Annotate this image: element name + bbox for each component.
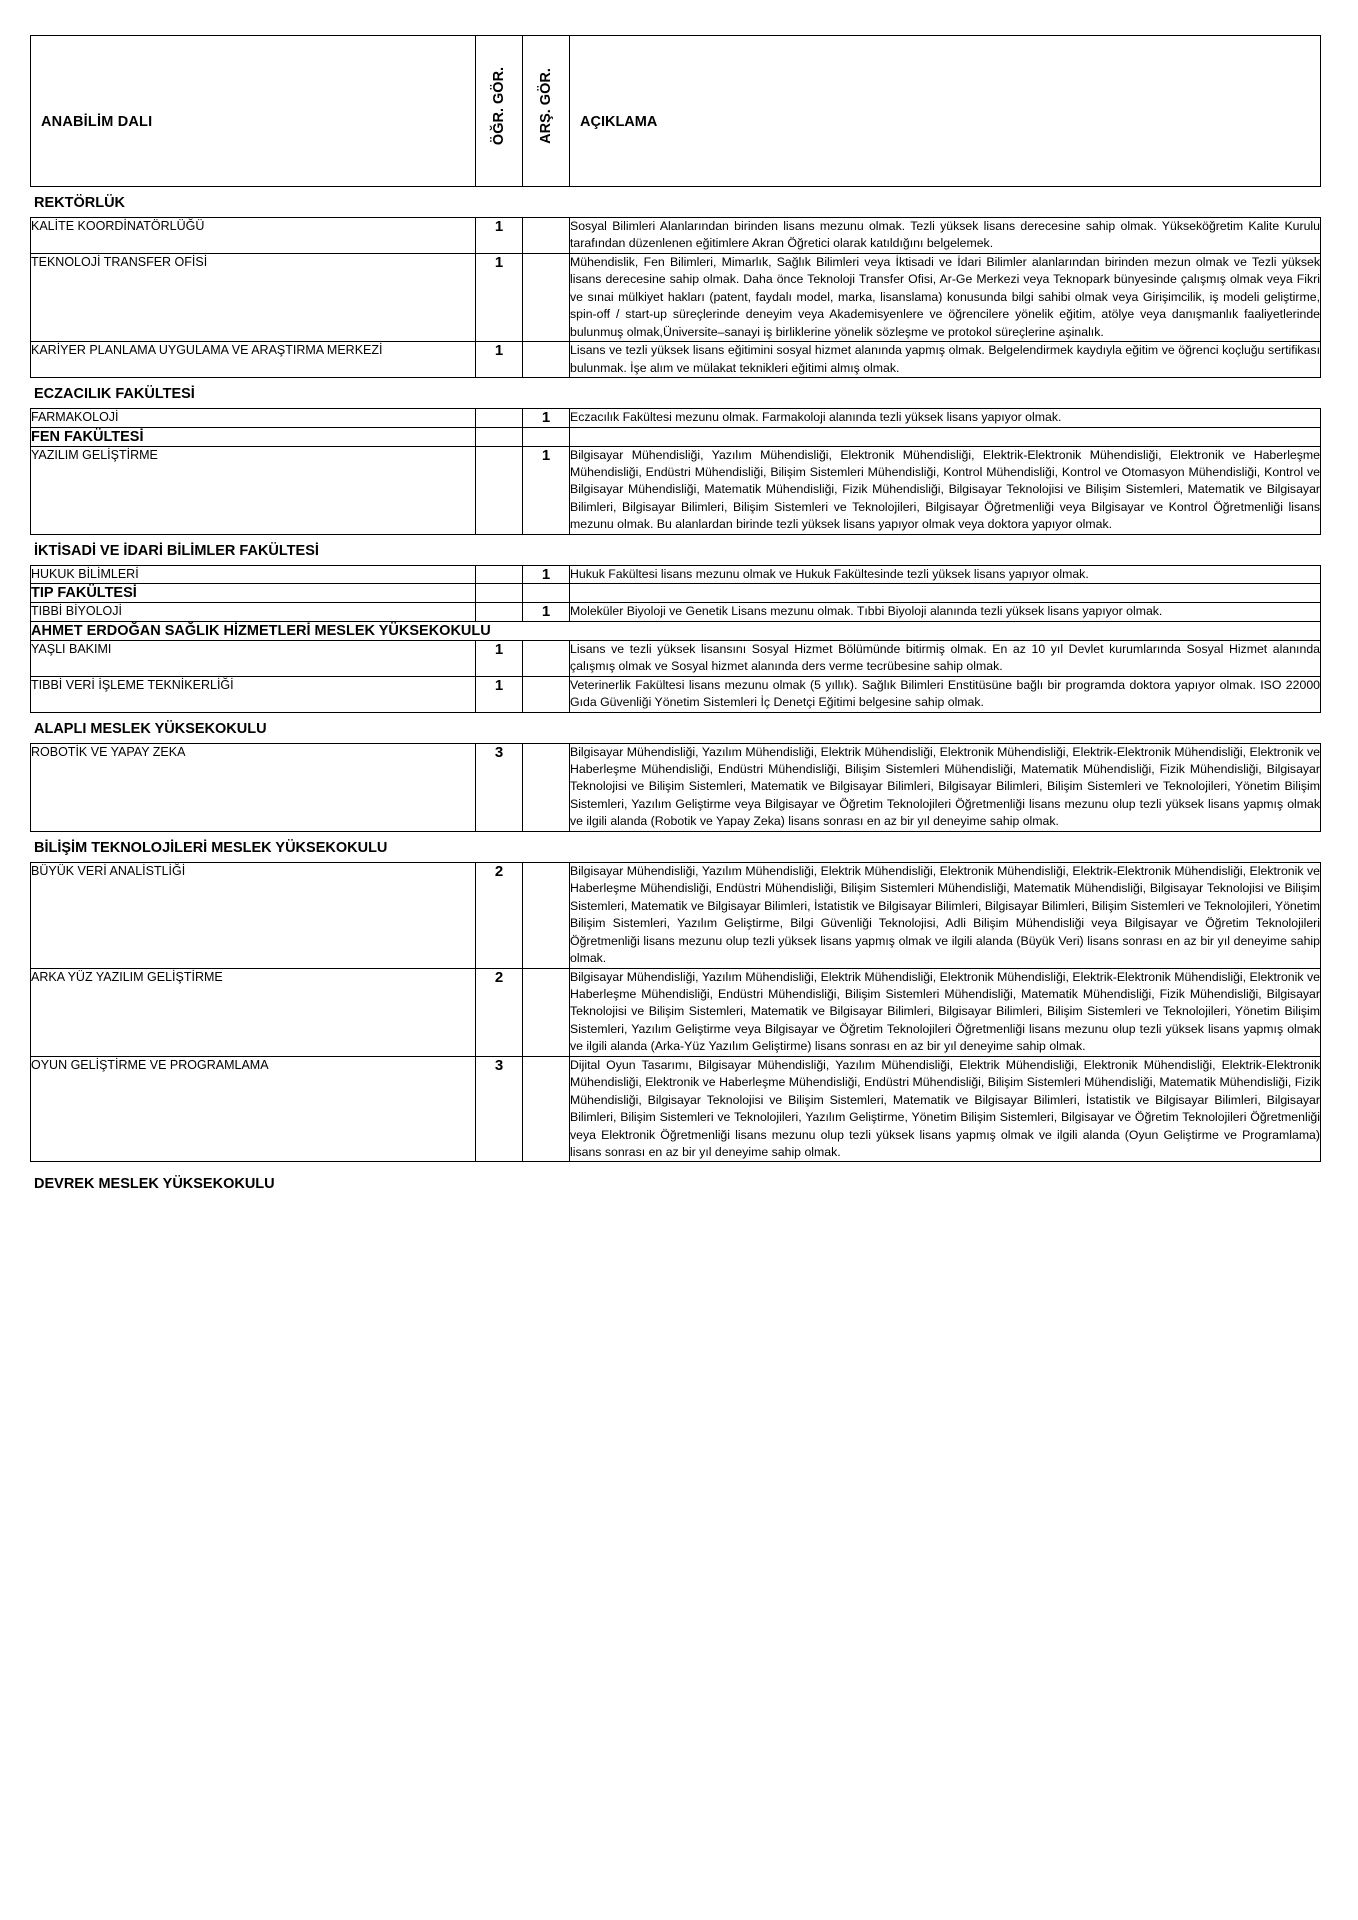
section-title-alapli: ALAPLI MESLEK YÜKSEKOKULU bbox=[34, 720, 267, 737]
header-cell-lecturer bbox=[476, 36, 523, 187]
row-department: ARKA YÜZ YAZILIM GELİŞTİRME bbox=[31, 968, 476, 1056]
row-department: BÜYÜK VERİ ANALİSTLİĞİ bbox=[31, 862, 476, 968]
section-title-rektorluk: REKTÖRLÜK bbox=[34, 195, 126, 211]
header-cell-research-assistant bbox=[523, 36, 570, 187]
row-department: YAŞLI BAKIMI bbox=[31, 640, 476, 676]
empty-cell bbox=[523, 427, 570, 446]
header-cell-department bbox=[31, 36, 476, 187]
section-table-eczacilik-fen bbox=[30, 408, 1321, 535]
table-row bbox=[31, 676, 1321, 712]
empty-cell bbox=[476, 584, 523, 603]
row-description: Dijital Oyun Tasarımı, Bilgisayar Mühendisliği, Yazılım Mühendisliği, Elektrik Mühendisliği, Elektronik Mühendisliği, Elektrik-Elektronik Mühendisliği, Elektronik ve Haberleşme Mühendisliği, Endüstri Mühendisliği, Bilişim Sistemleri Mühendisliği, Matematik Mühendisliği, Fizik Mühendisliği, Bilgisayar Teknolojisi ve Bilişim Sistemleri, Matematik ve Bilgisayar Bilimleri, İstatistik ve Bilgisayar Bilimleri, Bilgisayar Bilimleri, Bilişim Sistemleri ve Teknolojileri, Yazılım Geliştirme, Yönetim Bilişim Sistemleri, Bilgisayar ve Öğretim Teknolojileri Öğretmenliği veya Elektronik Öğretmenliği lisans mezunu olup tezli yüksek lisans yapmış olmak ve ilgili alanda (Oyun Geliştirme ve Programlama) lisans sonrası en az bir yıl deneyime sahip olmak. bbox=[570, 1056, 1321, 1162]
row-lecturer-count: 2 bbox=[476, 968, 523, 1056]
row-assistant-count bbox=[523, 676, 570, 712]
table-row bbox=[31, 968, 1321, 1056]
section-table-bilisim bbox=[30, 862, 1321, 1163]
row-description: Eczacılık Fakültesi mezunu olmak. Farmakoloji alanında tezli yüksek lisans yapıyor olmak. bbox=[570, 409, 1321, 427]
section-title-cell bbox=[31, 427, 476, 446]
row-department: KARİYER PLANLAMA UYGULAMA VE ARAŞTIRMA MERKEZİ bbox=[31, 342, 476, 378]
row-assistant-count: 1 bbox=[523, 603, 570, 621]
section-title-cell bbox=[31, 584, 476, 603]
table-row bbox=[31, 253, 1321, 341]
header-label-lecturer: ÖĞR. GÖR. bbox=[491, 66, 507, 146]
row-lecturer-count: 3 bbox=[476, 1056, 523, 1162]
empty-cell bbox=[476, 427, 523, 446]
row-assistant-count: 1 bbox=[523, 565, 570, 583]
row-assistant-count bbox=[523, 862, 570, 968]
section-title-ahmet-erdogan: AHMET ERDOĞAN SAĞLIK HİZMETLERİ MESLEK YÜKSEKOKULU bbox=[31, 622, 491, 639]
row-department: YAZILIM GELİŞTİRME bbox=[31, 446, 476, 534]
table-row bbox=[31, 565, 1321, 583]
row-assistant-count bbox=[523, 342, 570, 378]
table-row bbox=[31, 446, 1321, 534]
section-table-iibf-tip-ahmeterdogan bbox=[30, 565, 1321, 713]
section-title-devrek: DEVREK MESLEK YÜKSEKOKULU bbox=[34, 1176, 275, 1193]
row-lecturer-count: 2 bbox=[476, 862, 523, 968]
row-description: Lisans ve tezli yüksek lisansını Sosyal Hizmet Bölümünde bitirmiş olmak. En az 10 yıl Devlet kurumlarında Sosyal Hizmet alanında çalışmış olmak ve Sosyal hizmet alanında ders verme tecrübesine sahip olmak. bbox=[570, 640, 1321, 676]
header-table bbox=[30, 35, 1321, 187]
header-label-department: ANABİLİM DALI bbox=[41, 114, 153, 130]
section-header-row-ahmet-erdogan bbox=[31, 621, 1321, 640]
table-row bbox=[31, 342, 1321, 378]
empty-cell bbox=[570, 584, 1321, 603]
row-lecturer-count bbox=[476, 603, 523, 621]
row-description: Bilgisayar Mühendisliği, Yazılım Mühendisliği, Elektrik Mühendisliği, Elektronik Mühendisliği, Elektrik-Elektronik Mühendisliği, Elektronik ve Haberleşme Mühendisliği, Endüstri Mühendisliği, Bilişim Sistemleri Mühendisliği, Matematik Mühendisliği, Fizik Mühendisliği, Bilgisayar Teknolojisi ve Bilişim Sistemleri, Matematik ve Bilgisayar Bilimleri, Bilgisayar Bilimleri, Bilişim Sistemleri ve Teknolojileri, Yönetim Bilişim Sistemleri, Yazılım Geliştirme veya Bilgisayar ve Öğretim Teknolojileri Öğretmenliği lisans mezunu olup tezli yüksek lisans yapmış olmak ve ilgili alanda (Arka-Yüz Yazılım Geliştirme) lisans sonrası en az bir yıl deneyime sahip olmak. bbox=[570, 968, 1321, 1056]
row-description: Bilgisayar Mühendisliği, Yazılım Mühendisliği, Elektrik Mühendisliği, Elektronik Mühendisliği, Elektrik-Elektronik Mühendisliği, Elektronik ve Haberleşme Mühendisliği, Endüstri Mühendisliği, Bilişim Sistemleri Mühendisliği, Matematik Mühendisliği, Fizik Mühendisliği, Bilgisayar Teknolojisi ve Bilişim Sistemleri, Matematik ve Bilgisayar Bilimleri, Bilgisayar Bilimleri, Bilişim Sistemleri ve Teknolojileri, Yönetim Bilişim Sistemleri, Yazılım Geliştirme veya Bilgisayar ve Öğretim Teknolojileri Öğretmenliği lisans mezunu olup tezli yüksek lisans yapmış olmak ve ilgili alanda (Robotik ve Yapay Zeka) lisans sonrası en az bir yıl deneyime sahip olmak. bbox=[570, 743, 1321, 831]
row-department: FARMAKOLOJİ bbox=[31, 409, 476, 427]
row-lecturer-count bbox=[476, 565, 523, 583]
row-assistant-count: 1 bbox=[523, 409, 570, 427]
section-title-eczacilik: ECZACILIK FAKÜLTESİ bbox=[34, 386, 195, 403]
row-description: Bilgisayar Mühendisliği, Yazılım Mühendisliği, Elektronik Mühendisliği, Elektrik-Elektronik Mühendisliği, Elektronik ve Haberleşme Mühendisliği, Endüstri Mühendisliği, Bilişim Sistemleri Mühendisliği, Kontrol Mühendisliği, Kontrol ve Otomasyon Mühendisliği, Kontrol ve Bilgisayar Mühendisliği, Matematik Mühendisliği, Fizik Mühendisliği, Bilgisayar Teknolojisi ve Bilişim Sistemleri, Matematik ve Bilgisayar Bilimleri, Bilgisayar Bilimleri, Bilişim Sistemleri ve Teknolojileri, Bilgisayar Öğretmenliği veya Bilgisayar ve Kontrol Öğretmenliği lisans mezunu olmak. Bu alanlardan birinde tezli yüksek lisans yapıyor olmak veya doktora yapıyor olmak. bbox=[570, 446, 1321, 534]
row-lecturer-count: 1 bbox=[476, 640, 523, 676]
row-lecturer-count: 1 bbox=[476, 218, 523, 254]
row-assistant-count bbox=[523, 640, 570, 676]
row-department: ROBOTİK VE YAPAY ZEKA bbox=[31, 743, 476, 831]
row-description: Veterinerlik Fakültesi lisans mezunu olmak (5 yıllık). Sağlık Bilimleri Enstitüsüne bağlı bir programda doktora yapıyor olmak. ISO 22000 Gıda Güvenliği Yönetim Sistemleri İç Denetçi Eğitimi belgesine sahip olmak. bbox=[570, 676, 1321, 712]
row-lecturer-count: 1 bbox=[476, 342, 523, 378]
header-cell-description bbox=[570, 36, 1321, 187]
row-description: Moleküler Biyoloji ve Genetik Lisans mezunu olmak. Tıbbi Biyoloji alanında tezli yüksek lisans yapıyor olmak. bbox=[570, 603, 1321, 621]
row-description: Lisans ve tezli yüksek lisans eğitimini sosyal hizmet alanında yapmış olmak. Belgelendirmek kaydıyla eğitim ve öğrenci koçluğu sertifikası bulunmak. İşe alım ve mülakat teknikleri eğitimi almış olmak. bbox=[570, 342, 1321, 378]
row-lecturer-count: 1 bbox=[476, 253, 523, 341]
row-lecturer-count bbox=[476, 409, 523, 427]
row-lecturer-count bbox=[476, 446, 523, 534]
row-assistant-count bbox=[523, 1056, 570, 1162]
row-description: Hukuk Fakültesi lisans mezunu olmak ve Hukuk Fakültesinde tezli yüksek lisans yapıyor olmak. bbox=[570, 565, 1321, 583]
table-header-row bbox=[31, 36, 1321, 187]
table-row bbox=[31, 743, 1321, 831]
row-department: TIBBİ BİYOLOJİ bbox=[31, 603, 476, 621]
row-department: TIBBİ VERİ İŞLEME TEKNİKERLİĞİ bbox=[31, 676, 476, 712]
table-row bbox=[31, 1056, 1321, 1162]
row-assistant-count bbox=[523, 743, 570, 831]
row-description: Sosyal Bilimleri Alanlarından birinden lisans mezunu olmak. Tezli yüksek lisans derecesine sahip olmak. Yükseköğretim Kalite Kurulu tarafından düzenlenen eğitimlere Akran Öğretici olarak katıldığını belgelemek. bbox=[570, 218, 1321, 254]
section-title-fen: FEN FAKÜLTESİ bbox=[31, 428, 144, 445]
section-title-cell bbox=[31, 621, 1321, 640]
header-label-research-assistant: ARŞ. GÖR. bbox=[538, 68, 554, 144]
section-title-bilisim: BİLİŞİM TEKNOLOJİLERİ MESLEK YÜKSEKOKULU bbox=[34, 839, 388, 856]
row-assistant-count bbox=[523, 218, 570, 254]
row-lecturer-count: 1 bbox=[476, 676, 523, 712]
section-header-row-fen bbox=[31, 427, 1321, 446]
row-department: TEKNOLOJİ TRANSFER OFİSİ bbox=[31, 253, 476, 341]
row-department: OYUN GELİŞTİRME VE PROGRAMLAMA bbox=[31, 1056, 476, 1162]
table-row bbox=[31, 218, 1321, 254]
row-assistant-count bbox=[523, 968, 570, 1056]
empty-cell bbox=[523, 584, 570, 603]
row-department: HUKUK BİLİMLERİ bbox=[31, 565, 476, 583]
row-lecturer-count: 3 bbox=[476, 743, 523, 831]
table-row bbox=[31, 409, 1321, 427]
section-title-iibf: İKTİSADİ VE İDARİ BİLİMLER FAKÜLTESİ bbox=[34, 542, 319, 559]
table-row bbox=[31, 862, 1321, 968]
empty-cell bbox=[570, 427, 1321, 446]
section-title-tip: TIP FAKÜLTESİ bbox=[31, 585, 137, 602]
section-table-alapli bbox=[30, 743, 1321, 832]
row-assistant-count bbox=[523, 253, 570, 341]
section-table-rektorluk bbox=[30, 217, 1321, 378]
table-row bbox=[31, 640, 1321, 676]
row-description: Mühendislik, Fen Bilimleri, Mimarlık, Sağlık Bilimleri veya İktisadi ve İdari Bilimler alanlarından birinden mezun olmak ve Tezli yüksek lisans derecesine sahip olmak. Daha önce Teknoloji Transfer Ofisi, Ar-Ge Merkezi veya Teknopark bünyesinde çalışmış olmak veya Fikri ve sınai mülkiyet hakları (patent, faydalı model, marka, lisanslama) konusunda bilgi sahibi olmak veya Girişimcilik, iş modeli geliştirme, spin-off / start-up süreçlerinde deneyim veya Akademisyenlere ve öğrencilere yönelik eğitim, atölye veya danışmanlık faaliyetlerinde bulunmuş olmak,Üniversite–sanayi iş birliklerine yönelik sözleşme ve protokol süreçlerine aşinalık. bbox=[570, 253, 1321, 341]
table-row bbox=[31, 603, 1321, 621]
row-description: Bilgisayar Mühendisliği, Yazılım Mühendisliği, Elektrik Mühendisliği, Elektronik Mühendisliği, Elektrik-Elektronik Mühendisliği, Elektronik ve Haberleşme Mühendisliği, Endüstri Mühendisliği, Bilişim Sistemleri Mühendisliği, Matematik Mühendisliği, Bilgisayar Teknolojisi ve Bilişim Sistemleri, Matematik ve Bilgisayar Bilimleri, İstatistik ve Bilgisayar Bilimleri, Bilgisayar Bilimleri, Bilişim Sistemleri ve Teknolojileri, Yönetim Bilişim Sistemleri, Yazılım Geliştirme, Bilgi Güvenliği Teknolojisi, Adli Bilişim Mühendisliği veya Bilgisayar ve Öğretim Teknolojileri Öğretmenliği lisans mezunu olup tezli yüksek lisans yapmış olmak ve ilgili alanda (Büyük Veri) lisans sonrası en az bir yıl deneyime sahip olmak. bbox=[570, 862, 1321, 968]
header-label-description: AÇIKLAMA bbox=[580, 114, 658, 130]
row-department: KALİTE KOORDİNATÖRLÜĞÜ bbox=[31, 218, 476, 254]
section-header-row-tip bbox=[31, 584, 1321, 603]
row-assistant-count: 1 bbox=[523, 446, 570, 534]
